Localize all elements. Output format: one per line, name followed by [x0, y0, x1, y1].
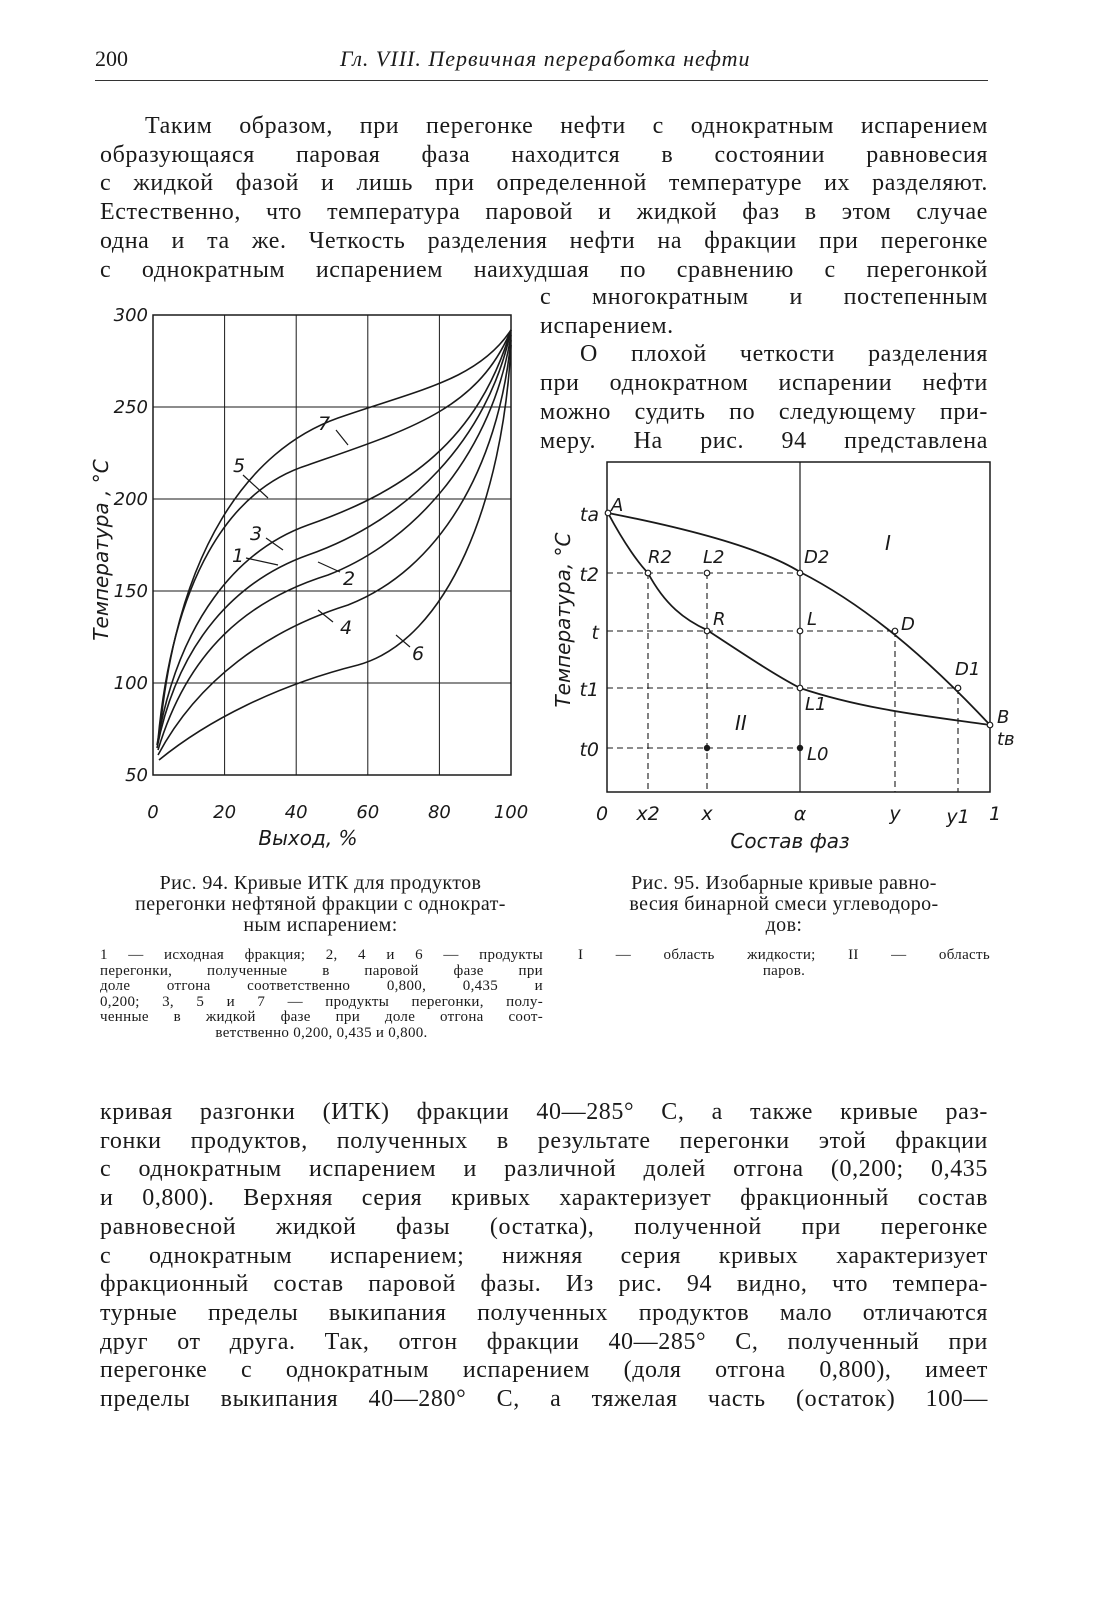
figure-95-legend — [578, 948, 990, 979]
y-tick: ta — [579, 504, 599, 526]
curve-label-6: 6 — [412, 643, 425, 665]
y-tick: 50 — [125, 765, 148, 786]
text-line: фракционный состав паровой фазы. Из рис. 94 видно, что темпера- — [100, 1271, 988, 1298]
region-label-I: I — [885, 531, 891, 555]
curve-7 — [160, 330, 511, 730]
curve-label-2: 2 — [343, 568, 356, 590]
text-line: турные пределы выкипания полученных продуктов мало отличаются — [100, 1299, 988, 1326]
point-label-L2: L2 — [703, 547, 725, 568]
point-label-A: A — [611, 495, 624, 516]
plot-frame — [607, 462, 990, 792]
x-tick: 1 — [988, 803, 1002, 825]
curve-label-7: 7 — [318, 413, 331, 435]
curve-label-1: 1 — [232, 545, 245, 567]
legend-line: доле отгона соответственно 0,800, 0,435 и — [100, 978, 543, 994]
text-line: и 0,800). Верхняя серия кривых характеризует фракционный состав — [100, 1185, 988, 1212]
point-label-tb: tв — [997, 729, 1015, 750]
x-tick: 40 — [284, 802, 308, 823]
curve-label-3: 3 — [250, 523, 263, 545]
y-tick-labels — [114, 305, 148, 786]
point-label-L1: L1 — [805, 694, 827, 715]
text-line: равновесной жидкой фазы (остатка), полученной при перегонке — [100, 1213, 988, 1240]
curve-label-4: 4 — [340, 617, 353, 639]
point-label-D2: D2 — [804, 547, 830, 568]
y-axis-label: Температура, °C — [551, 532, 575, 708]
caption-line: ным испарением: — [243, 914, 398, 936]
x-axis-label: Состав фаз — [730, 829, 850, 853]
x-tick: x — [701, 803, 713, 825]
text-line: меру. На рис. 94 представлена — [540, 427, 988, 454]
caption-line: Рис. 94. Кривые ИТК для продуктов — [159, 872, 482, 894]
text-line: Таким образом, при перегонке нефти с однократным испарением — [145, 113, 988, 139]
legend-line: I — область жидкости; II — область — [578, 947, 990, 963]
text-line: друг от друга. Так, отгон фракции 40—285° С, полученный при — [100, 1328, 988, 1355]
intro-paragraph — [100, 112, 988, 284]
x-tick: x2 — [636, 803, 660, 825]
point-label-B: B — [997, 707, 1010, 728]
y-tick: 150 — [113, 581, 148, 602]
body-paragraph — [100, 1098, 988, 1414]
y-tick: 300 — [113, 305, 148, 326]
text-line: кривая разгонки (ИТК) фракции 40—285° С, а также кривые раз- — [100, 1099, 988, 1125]
caption-line: весия бинарной смеси углеводоро- — [629, 893, 939, 915]
curve-label-group — [232, 413, 424, 665]
text-line: образующаяся паровая фаза находится в состоянии равновесия — [100, 141, 988, 168]
y-tick: t2 — [579, 564, 599, 586]
text-line: О плохой четкости разделения — [580, 341, 988, 368]
caption-line: дов: — [765, 914, 803, 936]
x-axis-label: Выход, % — [258, 826, 358, 850]
figure-94-plot — [78, 300, 538, 860]
figure-94-itk-curves — [78, 300, 538, 860]
side-paragraph — [540, 283, 988, 455]
points — [605, 510, 993, 728]
curve-label-5: 5 — [233, 455, 246, 477]
text-line: гонки продуктов, полученных в результате перегонки этой фракции — [100, 1127, 988, 1154]
x-tick-labels — [147, 802, 528, 823]
legend-line: перегонки, полученные в паровой фазе при — [100, 962, 543, 979]
text-line: с жидкой фазой и лишь при определенной температуре их разделяют. — [100, 170, 988, 197]
figure-94-caption — [98, 873, 543, 936]
y-tick: t0 — [579, 739, 599, 761]
text-line: одна и та же. Четкость разделения нефти на фракции при перегонке — [100, 227, 988, 254]
boiling-curve — [608, 513, 990, 725]
x-tick: 80 — [427, 802, 451, 823]
running-title: Гл. VIII. Первичная переработка нефти — [340, 46, 751, 71]
dashed-guides — [607, 573, 958, 792]
y-tick: t — [591, 622, 599, 644]
page-number: 200 — [95, 46, 128, 71]
y-tick: t1 — [579, 679, 599, 701]
text-line: с однократным испарением; нижняя серия кривых характеризует — [100, 1242, 988, 1269]
caption-line: перегонки нефтяной фракции с однократ- — [135, 893, 506, 915]
dew-curve — [608, 513, 990, 725]
curve-5 — [158, 330, 511, 740]
point-label-R: R — [713, 609, 726, 630]
text-line: с однократным испарением наихудшая по сравнению с перегонкой — [100, 256, 988, 283]
figure-95-phase-diagram — [545, 455, 1015, 855]
legend-line: 0,200; 3, 5 и 7 — продукты перегонки, полу- — [100, 993, 543, 1010]
legend-line: паров. — [762, 962, 806, 979]
point-label-L0: L0 — [807, 744, 829, 765]
text-line: пределы выкипания 40—280° С, а тяжелая часть (остаток) 100— — [100, 1386, 988, 1413]
text-line: испарением. — [540, 312, 674, 339]
figure-95-caption — [578, 873, 990, 936]
point-labels — [610, 495, 1015, 765]
text-line: с многократным и постепенным — [540, 284, 988, 310]
figure-95-plot — [545, 455, 1015, 855]
figure-94-legend — [100, 948, 543, 1041]
point-label-D1: D1 — [955, 659, 981, 680]
curve-2 — [158, 335, 511, 750]
x-tick: 60 — [356, 802, 380, 823]
equilibrium-curves — [608, 513, 990, 725]
header-rule — [95, 80, 988, 81]
y-tick: 100 — [113, 673, 148, 694]
y-tick-labels — [579, 504, 600, 761]
point-label-D: D — [901, 614, 915, 635]
y-axis-label: Температура , °C — [89, 459, 113, 641]
y-tick: 200 — [113, 489, 148, 510]
text-line: перегонке с однократным испарением (доля отгона 0,800), имеет — [100, 1357, 988, 1384]
point-label-R2: R2 — [648, 547, 672, 568]
text-line: при однократном испарении нефти — [540, 370, 988, 397]
text-line: Естественно, что температура паровой и жидкой фаз в этом случае — [100, 199, 988, 226]
text-line: с однократным испарением и различной долей отгона (0,200; 0,435 — [100, 1156, 988, 1183]
page-header — [95, 46, 990, 76]
x-tick: 0 — [147, 802, 159, 823]
label-leaders — [243, 430, 410, 647]
legend-line: ченные в жидкой фазе при доле отгона соот- — [100, 1009, 543, 1025]
x-tick: 20 — [213, 802, 237, 823]
point-label-L: L — [807, 609, 818, 630]
itk-curves — [157, 330, 511, 760]
x-tick: y1 — [946, 806, 970, 828]
x-tick: y — [889, 803, 901, 825]
text-line: можно судить по следующему при- — [540, 398, 988, 425]
legend-line: ветственно 0,200, 0,435 и 0,800. — [215, 1024, 428, 1041]
legend-line: 1 — исходная фракция; 2, 4 и 6 — продукты — [100, 947, 543, 963]
region-label-II: II — [735, 711, 747, 735]
caption-line: Рис. 95. Изобарные кривые равно- — [631, 872, 937, 894]
y-tick: 250 — [113, 397, 148, 418]
x-tick: 0 — [595, 803, 609, 825]
x-tick: α — [793, 803, 807, 825]
x-tick: 100 — [493, 802, 529, 823]
x-tick-labels — [596, 803, 1001, 828]
